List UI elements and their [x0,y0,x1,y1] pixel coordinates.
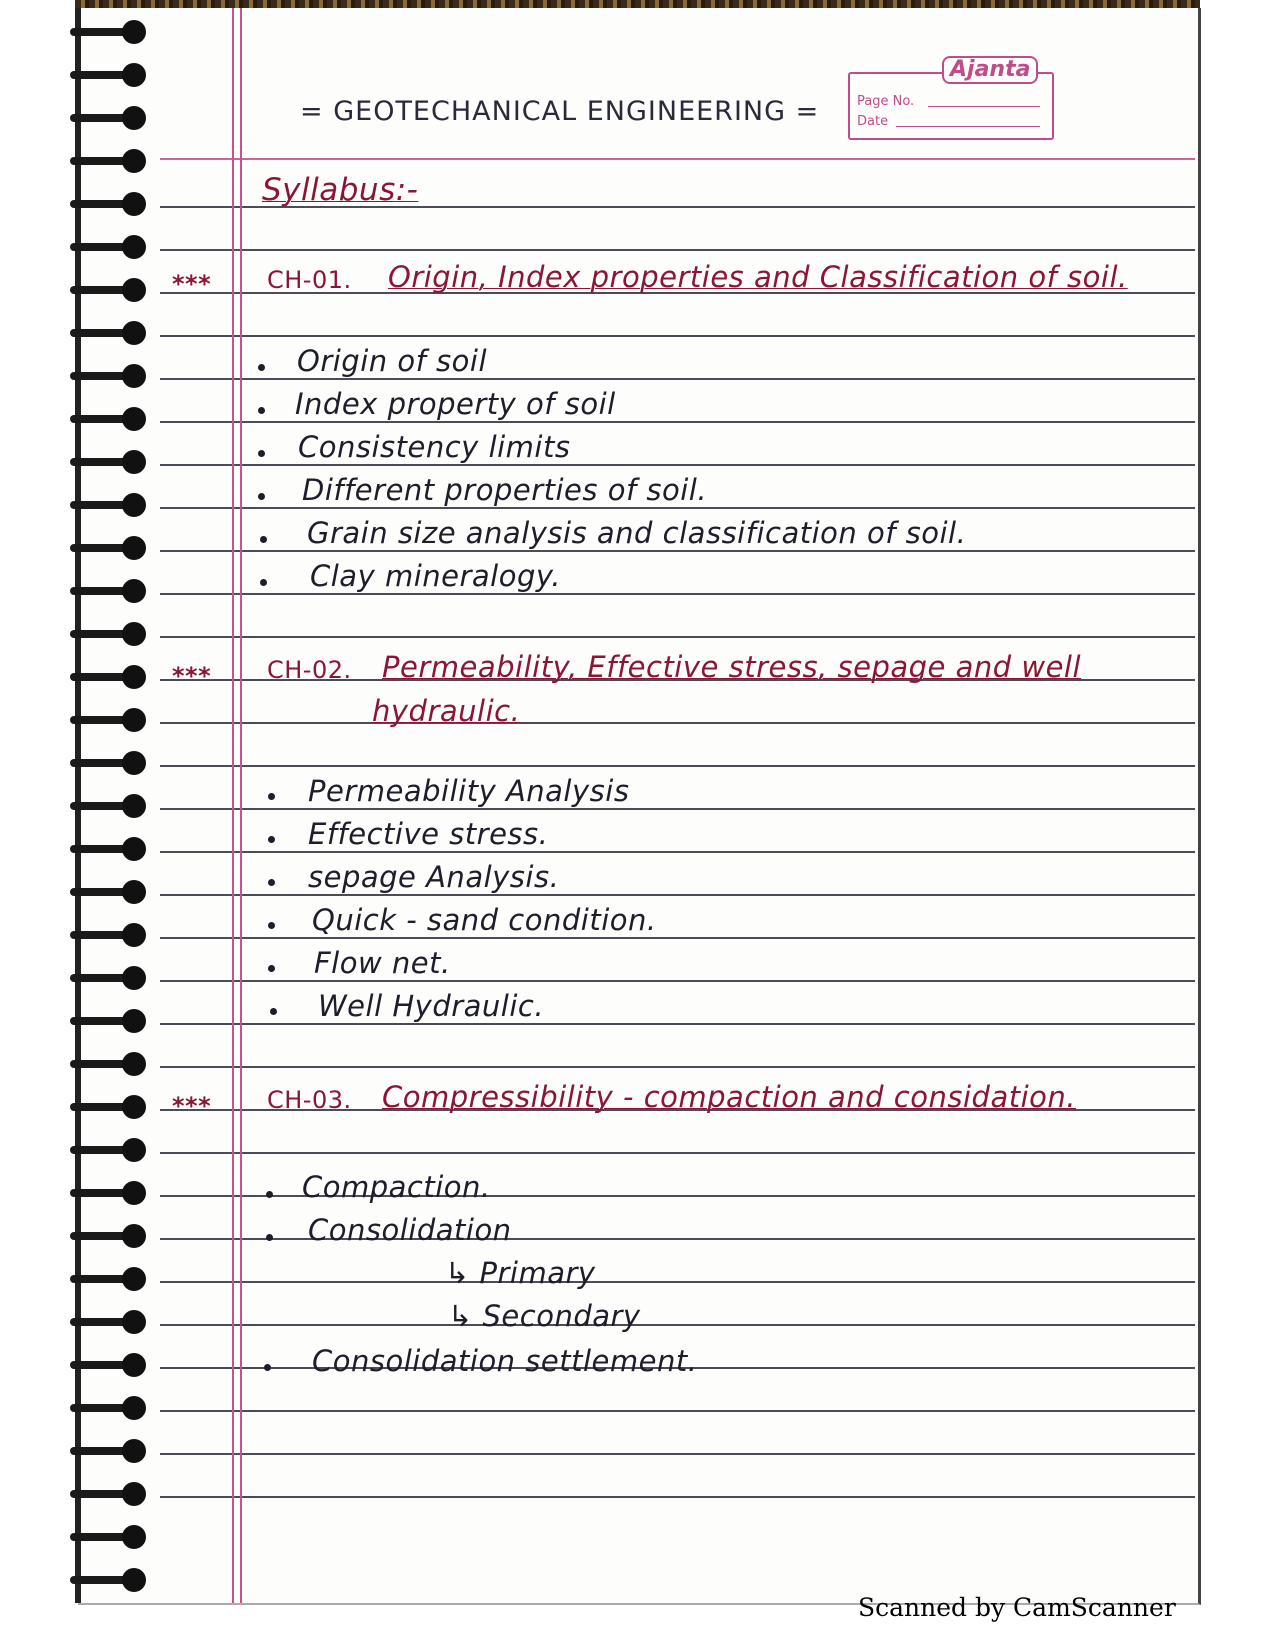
binding-hole [122,923,146,947]
binding-hole [122,708,146,732]
spiral-ring [70,622,150,644]
margin-line-left [232,8,234,1603]
ruled-line [160,335,1195,337]
binding-hole [122,622,146,646]
bullet [264,1364,271,1371]
ruled-line [160,1023,1195,1025]
spiral-ring [70,364,150,386]
ruled-line [160,378,1195,380]
bullet [266,1191,273,1198]
binding-hole [122,235,146,259]
binding-hole [122,880,146,904]
binding-hole [122,1009,146,1033]
ruled-line [160,1281,1195,1283]
bullet [266,1234,273,1241]
spiral-ring [70,923,150,945]
chapter-1-number: CH-01. [267,266,352,294]
ruled-line [160,894,1195,896]
list-item: Origin of soil [297,344,488,378]
binding-hole [122,1353,146,1377]
ruled-line [160,980,1195,982]
ruled-line [160,1066,1195,1068]
spiral-ring [70,1095,150,1117]
spiral-ring [70,1353,150,1375]
spiral-ring [70,1568,150,1590]
binding-hole [122,1568,146,1592]
ruled-line [160,1410,1195,1412]
binding-hole [122,149,146,173]
chapter-3-number: CH-03. [267,1086,352,1114]
spiral-ring [70,493,150,515]
ruled-line [160,550,1195,552]
brand-logo: Ajanta [942,56,1038,84]
binding-hole [122,278,146,302]
ruled-line [160,937,1195,939]
spiral-ring [70,1439,150,1461]
binding-hole [122,493,146,517]
spiral-ring [70,1310,150,1332]
chapter-1-stars: *** [172,270,212,298]
spiral-ring [70,708,150,730]
binding-hole [122,1052,146,1076]
spiral-ring [70,450,150,472]
binding-hole [122,1439,146,1463]
chapter-2-title-cont: hydraulic. [372,694,521,728]
list-item: sepage Analysis. [308,860,560,894]
ruled-line [160,593,1195,595]
ruled-line [160,1496,1195,1498]
date-line [896,126,1040,127]
spiral-ring [70,966,150,988]
binding-hole [122,1267,146,1291]
bullet [268,879,275,886]
spiral-ring [70,192,150,214]
spiral-ring [70,1396,150,1418]
syllabus-heading: Syllabus:- [262,172,419,208]
list-item: Permeability Analysis [308,774,630,808]
binding-hole [122,1095,146,1119]
list-item: Consolidation settlement. [312,1344,698,1378]
spiral-ring [70,407,150,429]
binding-hole [122,321,146,345]
chapter-3-stars: *** [172,1092,212,1120]
ruled-line [160,808,1195,810]
list-item: Effective stress. [308,817,549,851]
page-title: = GEOTECHANICAL ENGINEERING = [300,96,820,127]
bullet [270,1008,277,1015]
binding-hole [122,794,146,818]
ruled-line [160,1453,1195,1455]
ruled-line [160,1324,1195,1326]
binding-hole [122,1310,146,1334]
bullet [258,450,265,457]
spiral-ring [70,794,150,816]
spiral-ring [70,1267,150,1289]
binding-hole [122,192,146,216]
list-item: Index property of soil [295,387,616,421]
binding-hole [122,1396,146,1420]
spiral-binding [70,20,165,1590]
bullet [268,836,275,843]
ruled-line [160,421,1195,423]
scanner-watermark: Scanned by CamScanner [858,1593,1176,1622]
bullet [260,579,267,586]
date-label: Date [857,114,889,129]
spiral-ring [70,1525,150,1547]
margin-line-right [240,8,242,1603]
spiral-ring [70,20,150,42]
binding-hole [122,63,146,87]
ruled-line [160,851,1195,853]
page-no-label: Page No. [857,94,915,109]
chapter-3-title: Compressibility - compaction and considation. [382,1080,1076,1114]
list-item: Well Hydraulic. [318,989,545,1023]
spiral-ring [70,1224,150,1246]
ruled-line [160,464,1195,466]
ruled-line [160,1152,1195,1154]
spiral-ring [70,321,150,343]
bullet [258,364,265,371]
ruled-line [160,636,1195,638]
binding-hole [122,407,146,431]
sub-item: ↳ Primary [445,1256,596,1290]
sub-item: ↳ Secondary [448,1299,641,1333]
page-no-line [928,106,1040,107]
binding-hole [122,364,146,388]
spiral-ring [70,837,150,859]
bullet [268,922,275,929]
binding-hole [122,106,146,130]
bullet [258,493,265,500]
spiral-ring [70,665,150,687]
chapter-2-number: CH-02. [267,656,352,684]
binding-hole [122,579,146,603]
list-item: Quick - sand condition. [312,903,657,937]
spiral-ring [70,235,150,257]
ruled-line [160,765,1195,767]
chapter-2-stars: *** [172,662,212,690]
bullet [260,536,267,543]
spiral-ring [70,1009,150,1031]
binding-hole [122,966,146,990]
list-item: Flow net. [314,946,451,980]
spiral-ring [70,149,150,171]
spiral-ring [70,106,150,128]
bullet [268,793,275,800]
spiral-ring [70,579,150,601]
chapter-2-title: Permeability, Effective stress, sepage and well [382,650,1082,684]
ruled-line [160,507,1195,509]
spiral-ring [70,751,150,773]
binding-hole [122,1224,146,1248]
binding-hole [122,837,146,861]
list-item: Clay mineralogy. [310,559,562,593]
bullet [258,407,265,414]
binding-hole [122,20,146,44]
list-item: Consolidation [308,1213,512,1247]
list-item: Grain size analysis and classification of soil. [307,516,967,550]
spiral-ring [70,1138,150,1160]
binding-hole [122,1138,146,1162]
spiral-ring [70,536,150,558]
binding-hole [122,1525,146,1549]
binding-hole [122,751,146,775]
list-item: Compaction. [302,1170,491,1204]
header-rule [160,158,1195,160]
binding-hole [122,1482,146,1506]
binding-hole [122,536,146,560]
spiral-ring [70,1181,150,1203]
ruled-line [160,722,1195,724]
binding-hole [122,450,146,474]
list-item: Different properties of soil. [302,473,708,507]
binding-hole [122,1181,146,1205]
spiral-ring [70,880,150,902]
spiral-ring [70,63,150,85]
spiral-ring [70,278,150,300]
chapter-1-title: Origin, Index properties and Classification of soil. [388,260,1128,294]
bullet [268,965,275,972]
spiral-ring [70,1482,150,1504]
spiral-ring [70,1052,150,1074]
binding-hole [122,665,146,689]
list-item: Consistency limits [298,430,571,464]
ruled-line [160,249,1195,251]
